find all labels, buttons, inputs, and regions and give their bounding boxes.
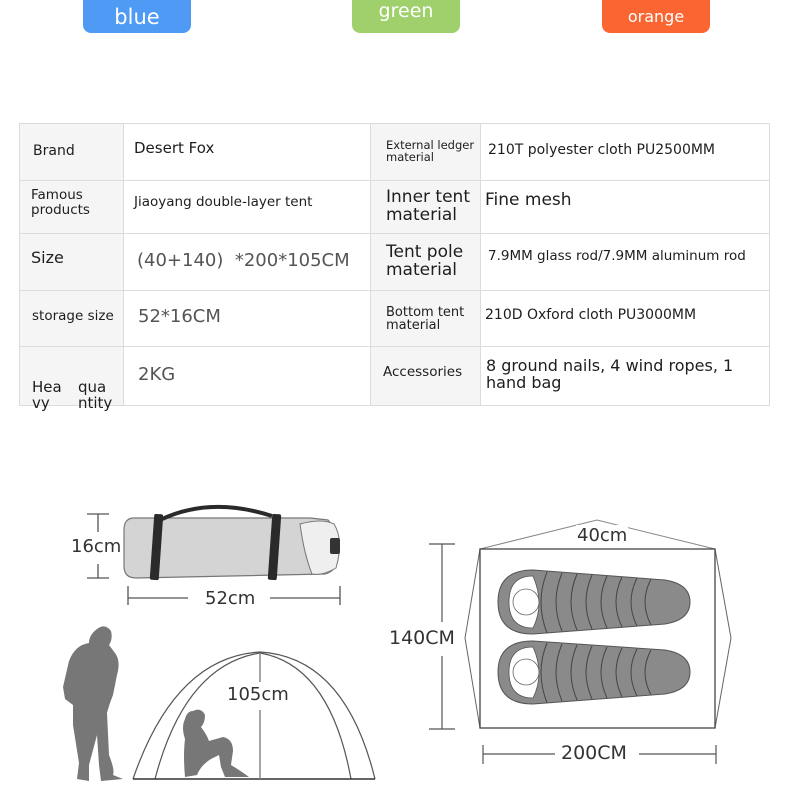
table-row [20, 234, 770, 291]
spec-label-cell [20, 234, 124, 291]
spec-label-cell [371, 347, 481, 406]
spec-value-accessories: 8 ground nails, 4 wind ropes, 1 hand bag [486, 356, 734, 392]
spec-value-cell [481, 124, 770, 181]
spec-value-cell [124, 291, 371, 347]
color-option-label: green [378, 0, 434, 22]
spec-table [19, 123, 770, 412]
spec-label-external-ledger: External ledger material [386, 138, 475, 165]
spec-label-cell [371, 181, 481, 234]
color-option-blue[interactable] [83, 0, 191, 33]
spec-label-inner-tent: Inner tent material [386, 187, 470, 225]
sleeping-bag-icon [498, 641, 690, 704]
spec-label-storage-size: storage size [32, 308, 114, 324]
spec-label-cell [20, 181, 124, 234]
spec-label-quantity-part2 [78, 380, 112, 412]
spec-value-cell [481, 291, 770, 347]
spec-value-tent-pole: 7.9MM glass rod/7.9MM aluminum rod [488, 248, 746, 264]
vestibule-width-label: 40cm [577, 525, 628, 546]
spec-label-cell [20, 291, 124, 347]
spec-value-storage-size: 52*16CM [138, 306, 221, 327]
spec-label-cell [371, 234, 481, 291]
spec-label-tent-pole: Tent pole material [386, 242, 464, 280]
spec-value-cell [124, 234, 371, 291]
table-row [20, 347, 770, 406]
spec-value-bottom-tent: 210D Oxford cloth PU3000MM [485, 307, 697, 323]
spec-value-cell [124, 124, 371, 181]
spec-value-size: (40+140) *200*105CM [137, 250, 350, 271]
spec-value-cell [481, 234, 770, 291]
table-row [20, 181, 770, 234]
table-row [20, 124, 770, 181]
spec-value-cell [124, 181, 371, 234]
spec-value-brand: Desert Fox [134, 139, 215, 157]
spec-label-bottom-tent: Bottom tent material [386, 305, 465, 333]
tent-side-view-icon [55, 615, 385, 790]
tent-height-label: 105cm [227, 684, 289, 705]
storage-bag-diagram [60, 500, 360, 620]
spec-value-external-ledger: 210T polyester cloth PU2500MM [488, 142, 716, 158]
label-fragment: Hea [32, 378, 62, 396]
spec-label-famous-products: Famous products [31, 187, 90, 218]
spec-label-cell [20, 124, 124, 181]
tent-side-view-diagram [55, 615, 385, 790]
label-fragment: vy [32, 393, 50, 412]
color-option-label: blue [114, 4, 160, 29]
bag-height-label: 16cm [71, 536, 122, 557]
table-row [20, 291, 770, 347]
standing-person-icon [63, 626, 123, 781]
spec-label-brand: Brand [33, 143, 75, 159]
spec-label-accessories: Accessories [383, 364, 463, 380]
spec-value-cell [481, 181, 770, 234]
spec-value-cell [481, 347, 770, 406]
spec-value-famous-products: Jiaoyang double-layer tent [134, 194, 313, 210]
label-fragment: ntity [78, 393, 113, 412]
bag-length-label: 52cm [205, 588, 256, 609]
spec-value-cell [124, 347, 371, 406]
color-option-label: orange [627, 7, 685, 26]
color-option-green[interactable] [352, 0, 460, 33]
spec-label-size: Size [31, 248, 64, 267]
spec-label-cell [371, 291, 481, 347]
tent-length-label: 200CM [561, 742, 627, 764]
sitting-person-icon [183, 710, 249, 777]
tent-width-label: 140CM [389, 627, 455, 649]
spec-value-weight: 2KG [138, 364, 176, 385]
spec-label-cell [371, 124, 481, 181]
spec-value-inner-tent: Fine mesh [485, 190, 572, 210]
sleeping-bag-icon [498, 570, 690, 634]
color-option-orange[interactable] [602, 0, 710, 33]
spec-label-cell [20, 347, 124, 412]
label-fragment: qua [78, 378, 107, 396]
spec-label-heavy-part1 [32, 380, 62, 412]
tent-floor-plan-diagram [385, 510, 745, 780]
